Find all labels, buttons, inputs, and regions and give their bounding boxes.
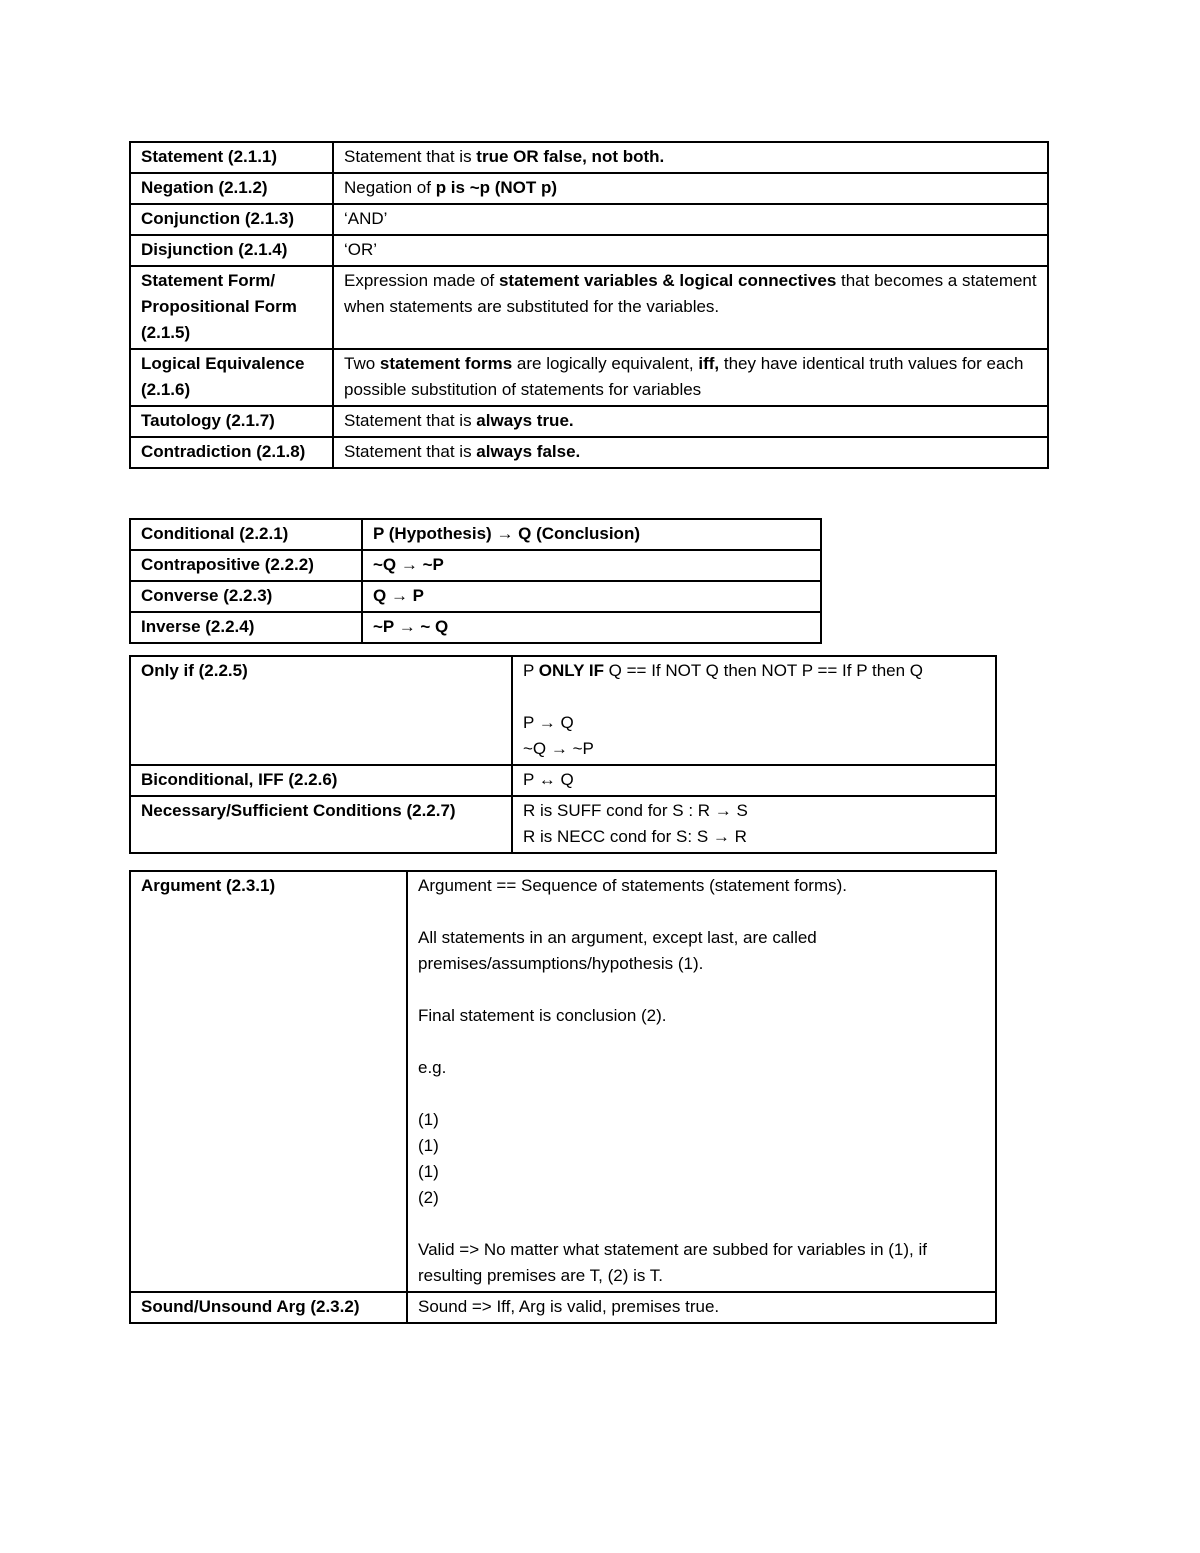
definition-line <box>418 899 985 925</box>
text-run: that becomes a statement when statements are substituted for the variables. <box>344 271 1037 316</box>
term-cell: Contradiction (2.1.8) <box>130 437 333 468</box>
text-run: Argument == Sequence of statements (statement forms). <box>418 876 847 895</box>
definition-line <box>523 658 985 684</box>
definition-line <box>418 1055 985 1081</box>
definition-line <box>418 873 985 899</box>
definition-line <box>418 1081 985 1107</box>
text-run: (2) <box>418 1188 439 1207</box>
only-if-table-2-2 <box>129 655 997 854</box>
bold-text-run: → <box>390 586 408 605</box>
bold-text-run: statement variables & logical connectives <box>498 271 837 290</box>
text-run: ~Q → ~P <box>523 739 594 758</box>
table-row <box>130 519 821 550</box>
definition-line <box>418 1003 985 1029</box>
definition-cell <box>333 235 1048 266</box>
text-run: Expression made of <box>344 271 499 290</box>
definition-cell <box>512 765 996 796</box>
definition-cell <box>333 437 1048 468</box>
definition-line <box>523 798 985 824</box>
bold-text-run: P <box>407 586 425 605</box>
table-row <box>130 437 1048 468</box>
table-row <box>130 1292 996 1323</box>
text-run: they have identical truth values for each possible substitution of statements for variables <box>344 354 1024 399</box>
table-row <box>130 550 821 581</box>
bold-text-run: always true. <box>476 411 574 430</box>
table-row <box>130 204 1048 235</box>
text-run: R is SUFF cond for S : R → S <box>523 801 748 820</box>
term-cell: Contrapositive (2.2.2) <box>130 550 362 581</box>
text-run: Valid => No matter what statement are subbed for variables in (1), if resulting premises are T, (2) is T. <box>418 1240 927 1285</box>
definition-line <box>523 684 985 710</box>
table-row <box>130 871 996 1292</box>
text-run: P → Q <box>523 713 574 732</box>
bold-text-run: p is ~p (NOT p) <box>435 178 558 197</box>
bold-text-run: → <box>398 617 416 636</box>
definition-cell <box>407 1292 996 1323</box>
definition-line <box>418 977 985 1003</box>
text-run: Q == If NOT Q then NOT P == If P then Q <box>603 661 924 680</box>
text-run: All statements in an argument, except last, are called premises/assumptions/hypothesis (1). <box>418 928 817 973</box>
definition-cell <box>333 349 1048 406</box>
term-cell: Only if (2.2.5) <box>130 656 512 765</box>
definition-cell <box>362 519 821 550</box>
table-row <box>130 142 1048 173</box>
term-cell: Logical Equivalence (2.1.6) <box>130 349 333 406</box>
conditionals-table-2-2 <box>129 518 822 644</box>
definition-cell <box>362 581 821 612</box>
definition-line <box>418 1133 985 1159</box>
argument-table-2-3 <box>129 870 997 1324</box>
table-row <box>130 266 1048 349</box>
term-cell: Necessary/Sufficient Conditions (2.2.7) <box>130 796 512 853</box>
table-row <box>130 765 996 796</box>
term-cell: Tautology (2.1.7) <box>130 406 333 437</box>
definition-line <box>523 736 985 762</box>
term-cell: Conjunction (2.1.3) <box>130 204 333 235</box>
text-run: (1) <box>418 1162 439 1181</box>
bold-text-run: iff, <box>698 354 720 373</box>
definition-line <box>418 1029 985 1055</box>
definition-line <box>418 1294 985 1320</box>
bold-text-run: Q <box>373 586 391 605</box>
term-cell: Converse (2.2.3) <box>130 581 362 612</box>
text-run: Statement that is <box>344 442 477 461</box>
definition-line <box>418 1159 985 1185</box>
text-run: ‘AND’ <box>344 209 388 228</box>
definition-line <box>418 1211 985 1237</box>
table-row <box>130 406 1048 437</box>
bold-text-run: P (Hypothesis) <box>373 524 497 543</box>
term-cell: Disjunction (2.1.4) <box>130 235 333 266</box>
text-run: Final statement is conclusion (2). <box>418 1006 667 1025</box>
definition-cell <box>362 550 821 581</box>
term-cell: Inverse (2.2.4) <box>130 612 362 643</box>
bold-text-run: Q (Conclusion) <box>513 524 640 543</box>
definition-cell <box>333 142 1048 173</box>
term-cell: Negation (2.1.2) <box>130 173 333 204</box>
term-cell: Argument (2.3.1) <box>130 871 407 1292</box>
table-row <box>130 349 1048 406</box>
text-run: Two <box>344 354 380 373</box>
table-row <box>130 235 1048 266</box>
definition-line <box>523 824 985 850</box>
definition-cell <box>333 204 1048 235</box>
bold-text-run: ~P <box>417 555 444 574</box>
bold-text-run: → <box>400 555 418 574</box>
term-cell: Sound/Unsound Arg (2.3.2) <box>130 1292 407 1323</box>
bold-text-run: ~P <box>373 617 399 636</box>
table-row <box>130 656 996 765</box>
bold-text-run: ONLY IF <box>538 661 604 680</box>
text-run: (1) <box>418 1110 439 1129</box>
definition-line <box>418 1185 985 1211</box>
term-cell: Conditional (2.2.1) <box>130 519 362 550</box>
table-row <box>130 581 821 612</box>
definition-line <box>418 1237 985 1289</box>
text-run: Statement that is <box>344 147 477 166</box>
bold-text-run: ~ Q <box>415 617 449 636</box>
text-run: Negation of <box>344 178 436 197</box>
text-run: e.g. <box>418 1058 447 1077</box>
text-run: are logically equivalent, <box>512 354 699 373</box>
definition-cell <box>333 406 1048 437</box>
definition-line <box>523 767 985 793</box>
definition-cell <box>512 656 996 765</box>
text-run: (1) <box>418 1136 439 1155</box>
bold-text-run: → <box>496 524 514 543</box>
text-run: P <box>523 661 539 680</box>
bold-text-run: statement forms <box>379 354 513 373</box>
bold-text-run: true OR false, not both. <box>476 147 665 166</box>
text-run: ‘OR’ <box>344 240 378 259</box>
text-run: Statement that is <box>344 411 477 430</box>
term-cell: Statement Form/ Propositional Form (2.1.5) <box>130 266 333 349</box>
term-cell: Statement (2.1.1) <box>130 142 333 173</box>
definition-line <box>523 710 985 736</box>
text-run: Sound => Iff, Arg is valid, premises true. <box>418 1297 720 1316</box>
text-run: P ↔ Q <box>523 770 574 789</box>
bold-text-run: ~Q <box>373 555 401 574</box>
term-cell: Biconditional, IFF (2.2.6) <box>130 765 512 796</box>
definition-cell <box>512 796 996 853</box>
table-row <box>130 173 1048 204</box>
bold-text-run: always false. <box>476 442 581 461</box>
definitions-table-2-1 <box>129 141 1049 469</box>
definition-line <box>418 925 985 977</box>
table-row <box>130 612 821 643</box>
text-run: R is NECC cond for S: S → R <box>523 827 747 846</box>
definition-line <box>418 1107 985 1133</box>
table-row <box>130 796 996 853</box>
definition-cell <box>333 266 1048 349</box>
definition-cell <box>362 612 821 643</box>
definition-cell <box>407 871 996 1292</box>
definition-cell <box>333 173 1048 204</box>
